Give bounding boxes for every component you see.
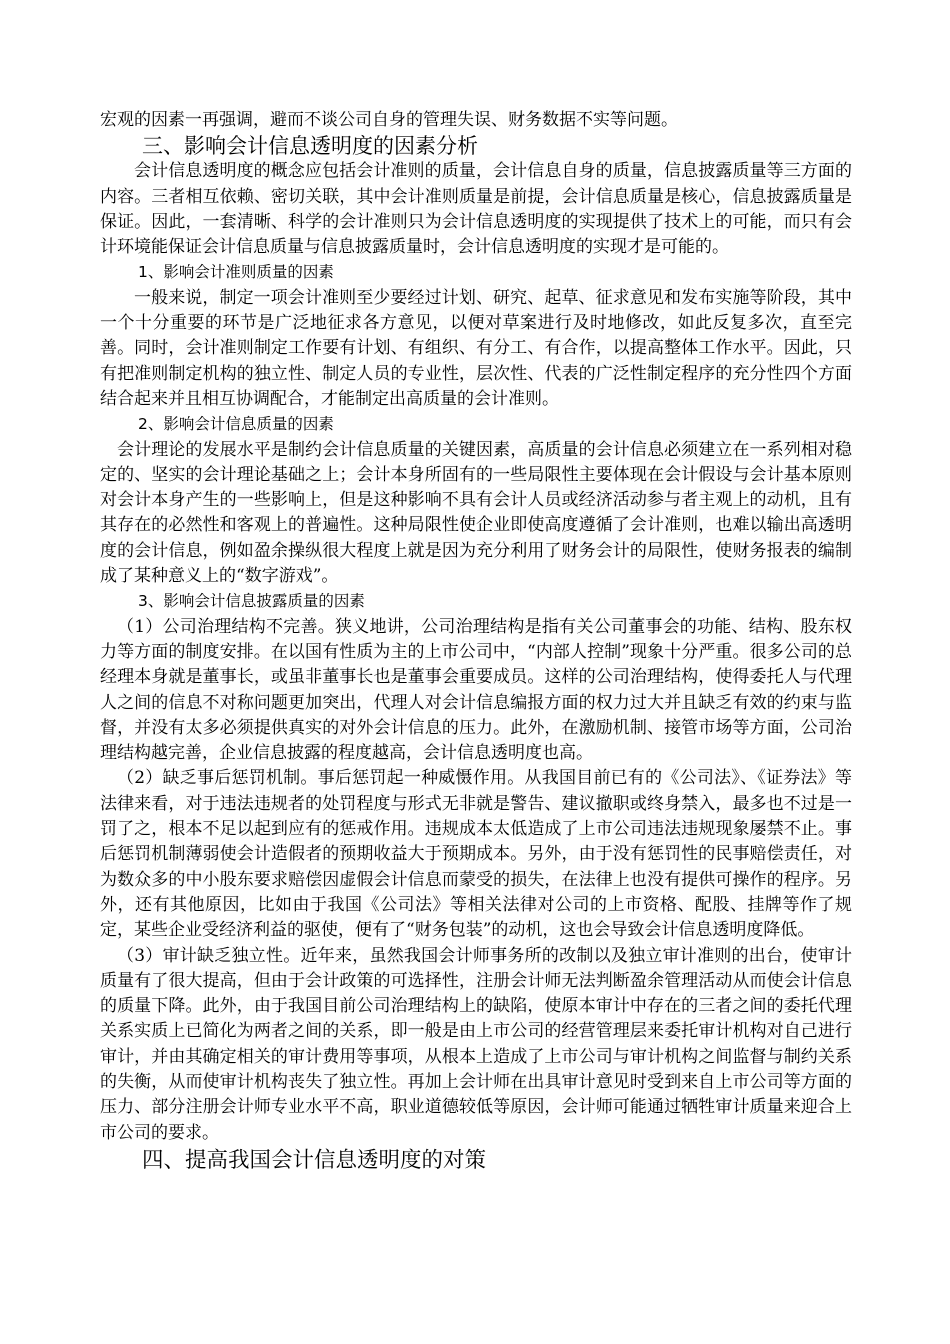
subheading-standards-quality: 1、影响会计准则质量的因素	[138, 263, 334, 282]
paragraph-transparency-concept: 会计信息透明度的概念应包括会计准则的质量，会计信息自身的质量，信息披露质量等三方面的内容。三者相互依赖、密切关联，其中会计准则质量是前提，会计信息质量是核心，信息披露质量是保证。因此，一套清晰、科学的会计准则只为会计信息透明度的实现提供了技术上的可能，而只有会计环境能保证会计信息质量与信息披露质量时，会计信息透明度的实现才是可能的。	[100, 161, 852, 258]
document-page	[100, 108, 852, 1174]
paragraph-governance: （1）公司治理结构不完善。狭义地讲，公司治理结构是指有关公司董事会的功能、结构、股东权力等方面的制度安排。在以国有性质为主的上市公司中，“内部人控制”现象十分严重。很多公司的总经理本身就是董事长，或虽非董事长也是董事会重要成员。这样的公司治理结构，使得委托人与代理人之间的信息不对称问题更加突出，代理人对会计信息编报方面的权力过大并且缺乏有效的约束与监督，并没有太多必须提供真实的对外会计信息的压力。此外，在激励机制、接管市场等方面，公司治理结构越完善，企业信息披露的程度越高，会计信息透明度也高。	[100, 616, 852, 764]
paragraph-information-quality: 会计理论的发展水平是制约会计信息质量的关键因素，高质量的会计信息必须建立在一系列相对稳定的、坚实的会计理论基础之上；会计本身所固有的一些局限性主要体现在会计假设与会计基本原则对会计本身产生的一些影响上，但是这种影响不具有会计人员或经济活动参与者主观上的动机，且有其存在的必然性和客观上的普遍性。这种局限性使企业即使高度遵循了会计准则，也难以输出高透明度的会计信息，例如盈余操纵很大程度上就是因为充分利用了财务会计的局限性，使财务报表的编制成了某种意义上的“数字游戏”。	[100, 439, 852, 587]
subheading-information-quality: 2、影响会计信息质量的因素	[138, 415, 334, 434]
subheading-disclosure-quality: 3、影响会计信息披露质量的因素	[138, 592, 365, 611]
paragraph-audit-independence: （3）审计缺乏独立性。近年来，虽然我国会计师事务所的改制以及独立审计准则的出台，使审计质量有了很大提高，但由于会计政策的可选择性，注册会计师无法判断盈余管理活动从而使会计信息的质量下降。此外，由于我国目前公司治理结构上的缺陷，使原本审计中存在的三者之间的委托代理关系实质上已简化为两者之间的关系，即一般是由上市公司的经营管理层来委托审计机构对自己进行审计，并由其确定相关的审计费用等事项，从根本上造成了上市公司与审计机构之间监督与制约关系的失衡，从而使审计机构丧失了独立性。再加上会计师在出具审计意见时受到来自上市公司等方面的压力、部分注册会计师专业水平不高，职业道德较低等原因，会计师可能通过牺牲审计质量来迎合上市公司的要求。	[100, 945, 852, 1143]
section-heading-4: 四、提高我国会计信息透明度的对策	[142, 1147, 487, 1173]
section-heading-3: 三、影响会计信息透明度的因素分析	[142, 134, 478, 159]
paragraph-standards-quality: 一般来说，制定一项会计准则至少要经过计划、研究、起草、征求意见和发布实施等阶段，其中一个十分重要的环节是广泛地征求各方意见，以便对草案进行及时地修改，如此反复多次，直至完善。同时，会计准则制定工作要有计划、有组织、有分工、有合作，以提高整体工作水平。因此，只有把准则制定机构的独立性、制定人员的专业性，层次性、代表的广泛性制定程序的充分性四个方面结合起来并且相互协调配合，才能制定出高质量的会计准则。	[100, 287, 852, 409]
paragraph-continuation: 宏观的因素一再强调，避而不谈公司自身的管理失误、财务数据不实等问题。	[100, 110, 678, 130]
paragraph-punishment: （2）缺乏事后惩罚机制。事后惩罚起一种威慑作用。从我国目前已有的《公司法》、《证券法》等法律来看，对于违法违规者的处罚程度与形式无非就是警告、建议撤职或终身禁入，最多也不过是一罚了之，根本不足以起到应有的惩戒作用。违规成本太低造成了上市公司违法违规现象屡禁不止。事后惩罚机制薄弱使会计造假者的预期收益大于预期成本。另外，由于没有惩罚性的民事赔偿责任，对为数众多的中小股东要求赔偿因虚假会计信息而蒙受的损失，在法律上也没有提供可操作的程序。另外，还有其他原因，比如由于我国《公司法》等相关法律对公司的上市资格、配股、挂牌等作了规定，某些企业受经济利益的驱使，便有了“财务包装”的动机，这也会导致会计信息透明度降低。	[100, 768, 852, 941]
